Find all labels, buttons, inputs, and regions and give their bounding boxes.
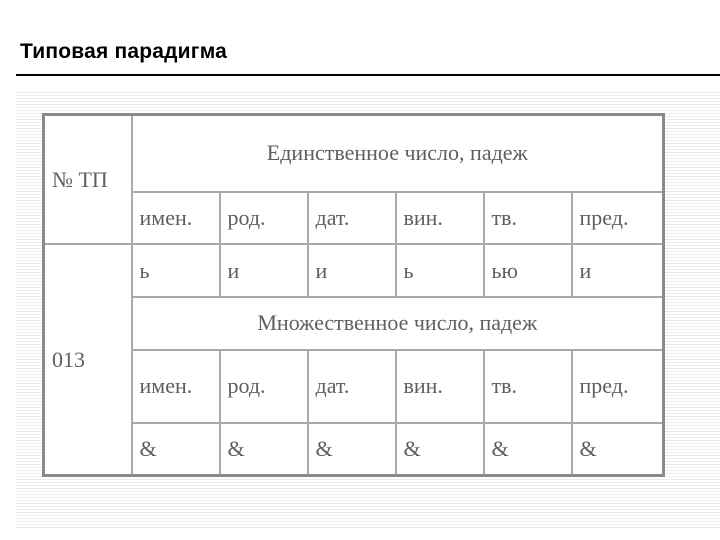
plural-case-cell: имен. [132, 350, 220, 423]
plural-case-cell: тв. [484, 350, 572, 423]
tp-number-cell: 013 [44, 244, 132, 475]
singular-case-cell: род. [220, 192, 308, 245]
singular-case-cell: вин. [396, 192, 484, 245]
table-row [44, 423, 664, 476]
plural-ending-cell: & [308, 423, 396, 476]
plural-ending-cell: & [132, 423, 220, 476]
singular-ending-cell: ью [484, 244, 572, 297]
singular-ending-cell: ь [396, 244, 484, 297]
plural-case-cell: пред. [572, 350, 664, 423]
singular-ending-cell: и [220, 244, 308, 297]
plural-ending-cell: & [572, 423, 664, 476]
plural-ending-cell: & [484, 423, 572, 476]
table-row [44, 350, 664, 423]
plural-case-cell: вин. [396, 350, 484, 423]
singular-ending-cell: ь [132, 244, 220, 297]
paradigm-table-container [42, 113, 662, 477]
paradigm-table [42, 113, 665, 477]
tp-column-header: № ТП [44, 115, 132, 245]
table-row [44, 192, 664, 245]
plural-ending-cell: & [220, 423, 308, 476]
singular-header: Единственное число, падеж [132, 115, 664, 192]
singular-case-cell: пред. [572, 192, 664, 245]
table-row [44, 297, 664, 350]
plural-ending-cell: & [396, 423, 484, 476]
singular-ending-cell: и [572, 244, 664, 297]
singular-case-cell: дат. [308, 192, 396, 245]
singular-case-cell: тв. [484, 192, 572, 245]
table-row [44, 115, 664, 192]
plural-case-cell: дат. [308, 350, 396, 423]
singular-ending-cell: и [308, 244, 396, 297]
title-underline [16, 74, 720, 76]
plural-header: Множественное число, падеж [132, 297, 664, 350]
table-row [44, 244, 664, 297]
singular-case-cell: имен. [132, 192, 220, 245]
slide-title: Типовая парадигма [20, 40, 228, 63]
plural-case-cell: род. [220, 350, 308, 423]
